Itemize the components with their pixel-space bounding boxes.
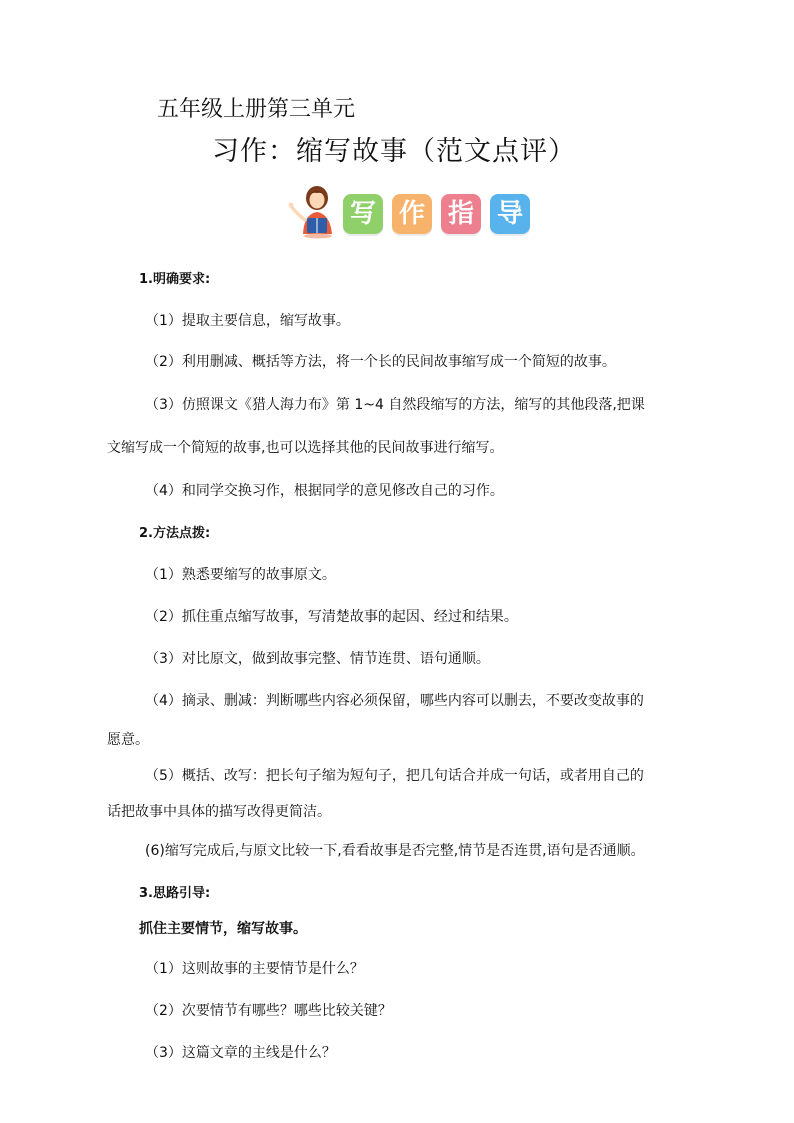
guide-char-3: 指: [441, 194, 481, 234]
guide-char-4: 导: [490, 194, 530, 234]
method-item-4-line-2: 愿意。: [107, 732, 149, 748]
requirement-item-3-line-1: （3）仿照课文《猎人海力布》第 1~4 自然段缩写的方法，缩写的其他段落,把课: [145, 397, 645, 413]
guidance-item-2: （2）次要情节有哪些？哪些比较关键？: [145, 1003, 392, 1019]
page-title: 习作：缩写故事（范文点评）: [212, 136, 576, 167]
requirement-item-4: （4）和同学交换习作，根据同学的意见修改自己的习作。: [145, 483, 504, 499]
method-item-2: （2）抓住重点缩写故事，写清楚故事的起因、经过和结果。: [145, 609, 518, 625]
method-item-3: （3）对比原文，做到故事完整、情节连贯、语句通顺。: [145, 651, 490, 667]
guidance-lead: 抓住主要情节，缩写故事。: [139, 921, 307, 937]
section-heading-requirements: 1.明确要求:: [139, 272, 211, 287]
guidance-item-3: （3）这篇文章的主线是什么？: [145, 1045, 336, 1061]
section-heading-guidance: 3.思路引导:: [139, 886, 211, 901]
guide-char-2: 作: [392, 194, 432, 234]
requirement-item-3-line-2: 文缩写成一个简短的故事,也可以选择其他的民间故事进行缩写。: [107, 440, 504, 456]
method-item-4-line-1: （4）摘录、删减：判断哪些内容必须保留，哪些内容可以删去，不要改变故事的: [145, 693, 644, 709]
method-item-1: （1）熟悉要缩写的故事原文。: [145, 567, 336, 583]
grade-unit-heading: 五年级上册第三单元: [157, 97, 356, 122]
requirement-item-1: （1）提取主要信息，缩写故事。: [145, 313, 350, 329]
teacher-reading-icon: [287, 184, 341, 240]
guide-char-1: 写: [343, 194, 383, 234]
section-heading-methods: 2.方法点拨:: [139, 526, 211, 541]
guidance-item-1: （1）这则故事的主要情节是什么？: [145, 961, 364, 977]
requirement-item-2: （2）利用删减、概括等方法，将一个长的民间故事缩写成一个简短的故事。: [145, 354, 616, 370]
method-item-5-line-1: （5）概括、改写：把长句子缩为短句子，把几句话合并成一句话，或者用自己的: [145, 768, 644, 784]
method-item-6: (6)缩写完成后,与原文比较一下,看看故事是否完整,情节是否连贯,语句是否通顺。: [145, 843, 645, 859]
method-item-5-line-2: 话把故事中具体的描写改得更简洁。: [107, 804, 331, 820]
